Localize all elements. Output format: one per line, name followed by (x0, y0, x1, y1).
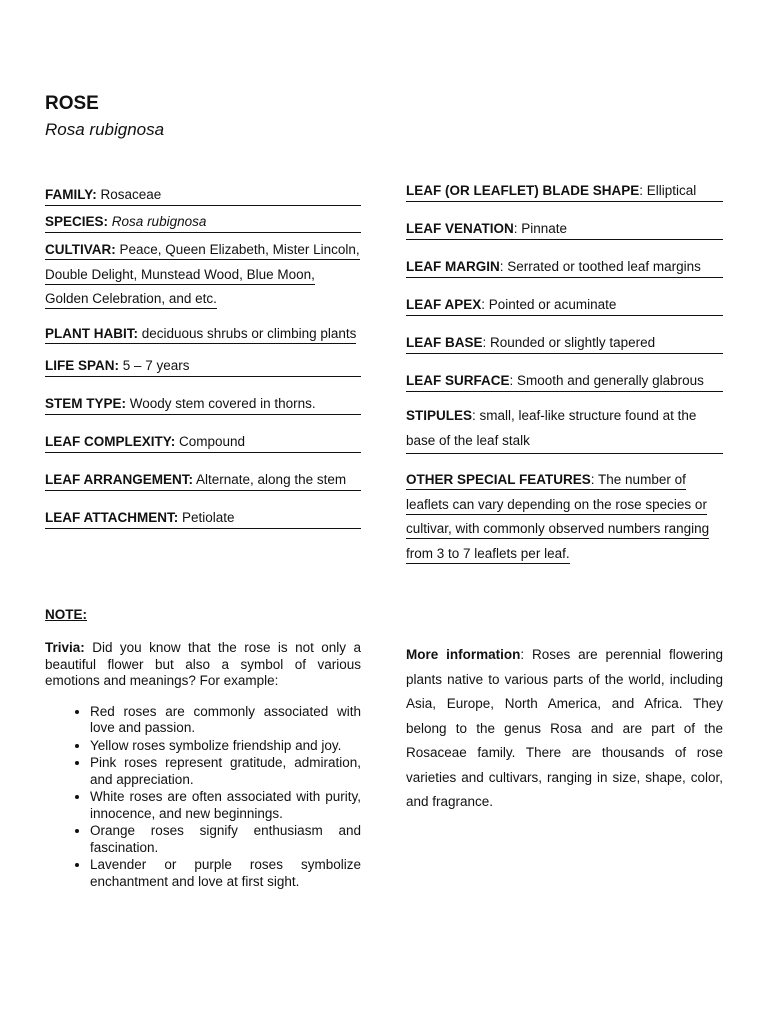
species-label: SPECIES: (45, 214, 109, 229)
list-item: • Pink roses represent gratitude, admiration, and appreciation. (90, 755, 361, 788)
leaf-arrangement-value: Alternate, along the stem (193, 472, 347, 487)
special-features-field (406, 468, 723, 566)
cultivar-field (45, 238, 361, 312)
surface-field (406, 371, 723, 392)
special-features-label: OTHER SPECIAL FEATURES (406, 472, 591, 487)
margin-label: LEAF MARGIN (406, 259, 500, 274)
right-column (406, 181, 723, 579)
list-item: • Orange roses signify enthusiasm and fascination. (90, 823, 361, 856)
family-label: FAMILY: (45, 187, 97, 202)
plant-habit-label: PLANT HABIT: (45, 325, 138, 341)
more-information-block (406, 643, 723, 815)
plant-habit-value: deciduous shrubs or climbing plants (138, 325, 357, 341)
plant-habit-field (45, 322, 361, 347)
surface-value: : Smooth and generally glabrous (509, 373, 704, 388)
trivia-list (45, 704, 361, 891)
special-features-value: : The number of leaflets can vary depending on the rose species or cultivar, with commonly observed numbers ranging from 3 to 7 leaflets per leaf. (406, 472, 710, 561)
blade-shape-label: LEAF (OR LEAFLET) BLADE SHAPE (406, 183, 640, 198)
stipules-field (406, 404, 723, 454)
blade-shape-field (406, 181, 723, 202)
more-info-text: : Roses are perennial flowering plants native to various parts of the world, including Asia, Europe, North America, and Africa. They belong to the genus Rosa and are part of the Rosaceae family. There are thousands of rose varieties and cultivars, ranging in size, shape, color, and fragrance. (406, 647, 724, 809)
blade-shape-value: : Elliptical (639, 183, 697, 198)
species-field (45, 212, 361, 233)
cultivar-value: Peace, Queen Elizabeth, Mister Lincoln, Double Delight, Munstead Wood, Blue Moon, Golden Celebration, and etc. (45, 242, 360, 306)
base-label: LEAF BASE (406, 335, 483, 350)
list-item: • White roses are often associated with purity, innocence, and new beginnings. (90, 789, 361, 822)
stem-type-field (45, 394, 361, 415)
list-item: • Lavender or purple roses symbolize enchantment and love at first sight. (90, 857, 361, 890)
left-column (45, 185, 361, 542)
life-span-field (45, 356, 361, 377)
stipules-label: STIPULES (406, 408, 473, 423)
leaf-arrangement-label: LEAF ARRANGEMENT: (45, 472, 193, 487)
more-info-label: More information (406, 647, 521, 662)
family-value: Rosaceae (96, 187, 162, 202)
trivia-label: Trivia: (45, 640, 85, 655)
apex-value: : Pointed or acuminate (481, 297, 617, 312)
venation-label: LEAF VENATION (406, 221, 514, 236)
life-span-value: 5 – 7 years (119, 358, 190, 373)
list-item: • Yellow roses symbolize friendship and joy. (90, 738, 361, 755)
base-value: : Rounded or slightly tapered (482, 335, 656, 350)
page-title: ROSE (45, 93, 99, 114)
trivia-block (45, 640, 361, 891)
venation-value: : Pinnate (513, 221, 568, 236)
note-heading: NOTE: (45, 607, 87, 622)
surface-label: LEAF SURFACE (406, 373, 510, 388)
apex-label: LEAF APEX (406, 297, 482, 312)
apex-field (406, 295, 723, 316)
scientific-name: Rosa rubignosa (45, 120, 165, 139)
leaf-complexity-value: Compound (175, 434, 246, 449)
trivia-text: Did you know that the rose is not only a beautiful flower but also a symbol of various emotions and meanings? For example: (45, 640, 361, 688)
stipules-value: : small, leaf-like structure found at the base of the leaf stalk (406, 408, 697, 448)
list-item: • Red roses are commonly associated with love and passion. (90, 704, 361, 737)
leaf-attachment-value: Petiolate (178, 510, 235, 525)
leaf-complexity-field (45, 432, 361, 453)
margin-value: : Serrated or toothed leaf margins (499, 259, 701, 274)
species-value: Rosa rubignosa (111, 214, 207, 229)
leaf-complexity-label: LEAF COMPLEXITY: (45, 434, 176, 449)
base-field (406, 333, 723, 354)
margin-field (406, 257, 723, 278)
leaf-attachment-field (45, 508, 361, 529)
leaf-attachment-label: LEAF ATTACHMENT: (45, 510, 179, 525)
stem-type-label: STEM TYPE: (45, 396, 127, 411)
leaf-arrangement-field (45, 470, 361, 491)
life-span-label: LIFE SPAN: (45, 358, 119, 373)
family-field (45, 185, 361, 206)
venation-field (406, 219, 723, 240)
cultivar-label: CULTIVAR: (45, 242, 116, 257)
stem-type-value: Woody stem covered in thorns. (126, 396, 316, 411)
